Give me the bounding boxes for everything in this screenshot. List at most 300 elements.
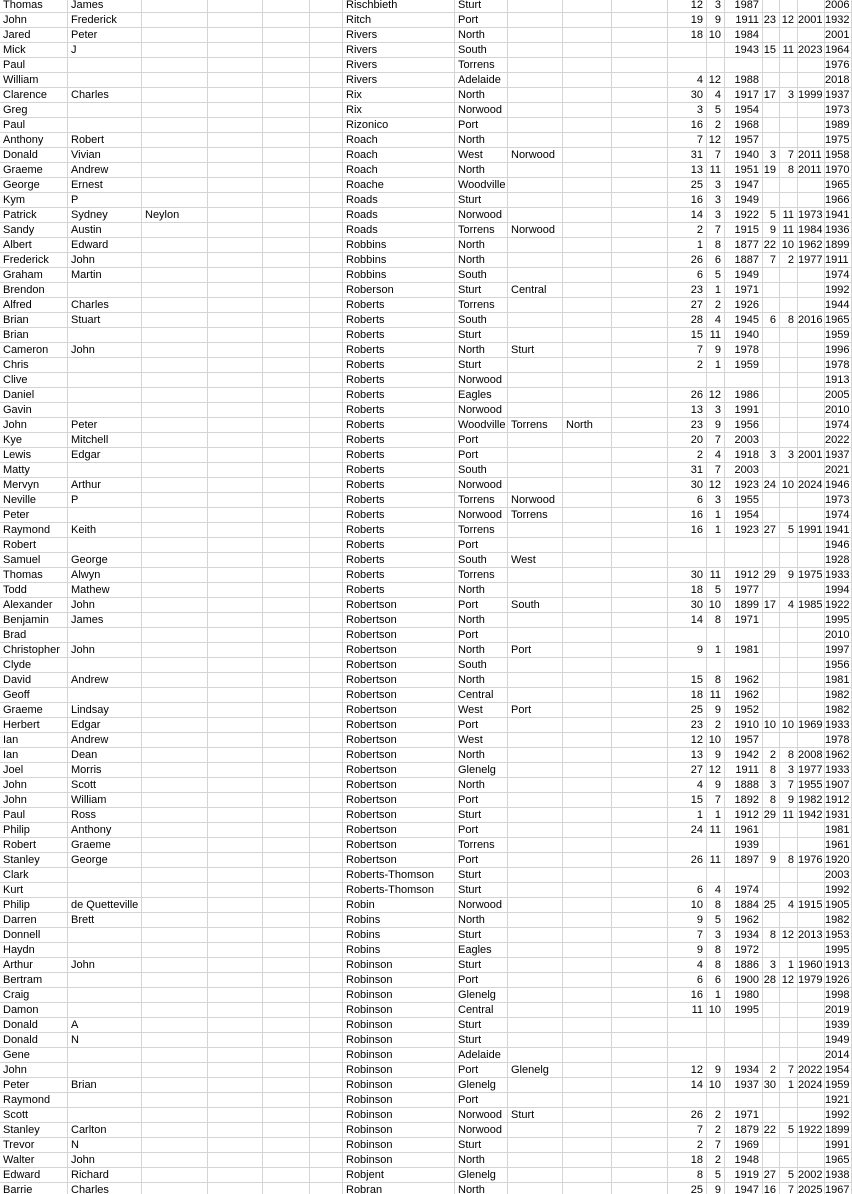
cell-date1-month[interactable]: 2 [707,1153,725,1168]
cell-surname[interactable]: Robinson [343,1108,455,1123]
cell-date2-day[interactable] [763,1108,780,1123]
cell-date2-year[interactable]: 2011 [798,148,825,163]
cell-club-3[interactable] [563,13,612,28]
cell-spacer-2[interactable] [263,523,310,538]
cell-date2-year[interactable]: 1922 [798,1123,825,1138]
cell-club-2[interactable] [508,1168,563,1183]
cell-club-2[interactable]: Norwood [508,493,563,508]
cell-surname[interactable]: Roberts [343,298,455,313]
cell-middle-name[interactable]: Frederick [68,13,142,28]
cell-date1-month[interactable] [707,868,725,883]
cell-spacer-1[interactable] [208,568,263,583]
cell-middle-name[interactable]: James [68,0,142,13]
cell-date1-year[interactable]: 1910 [725,718,763,733]
cell-third-name[interactable] [142,103,208,118]
cell-surname[interactable]: Roberts [343,313,455,328]
cell-final-year[interactable]: 1961 [825,838,852,853]
cell-club-1[interactable]: Port [455,118,508,133]
cell-first-name[interactable]: Kym [0,193,68,208]
cell-spacer-4[interactable] [612,268,668,283]
cell-date1-month[interactable]: 9 [707,1063,725,1078]
cell-first-name[interactable]: Kurt [0,883,68,898]
cell-club-3[interactable] [563,73,612,88]
cell-surname[interactable]: Robin [343,898,455,913]
cell-surname[interactable]: Robertson [343,793,455,808]
cell-third-name[interactable] [142,718,208,733]
cell-club-3[interactable] [563,1078,612,1093]
cell-middle-name[interactable] [68,538,142,553]
cell-date2-day[interactable] [763,733,780,748]
cell-spacer-2[interactable] [263,448,310,463]
cell-final-year[interactable]: 1959 [825,328,852,343]
cell-club-2[interactable] [508,313,563,328]
cell-final-year[interactable]: 2010 [825,403,852,418]
cell-first-name[interactable]: Herbert [0,718,68,733]
cell-spacer-4[interactable] [612,1078,668,1093]
cell-first-name[interactable]: Ian [0,733,68,748]
cell-club-2[interactable] [508,238,563,253]
cell-spacer-2[interactable] [263,658,310,673]
cell-spacer-1[interactable] [208,973,263,988]
cell-middle-name[interactable]: John [68,253,142,268]
cell-date1-month[interactable]: 12 [707,73,725,88]
cell-spacer-3[interactable] [310,1168,343,1183]
cell-club-2[interactable] [508,88,563,103]
cell-date2-day[interactable] [763,1003,780,1018]
cell-date2-day[interactable]: 22 [763,1123,780,1138]
cell-spacer-4[interactable] [612,343,668,358]
cell-surname[interactable]: Roberts [343,463,455,478]
cell-date1-month[interactable]: 5 [707,1168,725,1183]
cell-spacer-1[interactable] [208,703,263,718]
cell-spacer-2[interactable] [263,763,310,778]
cell-spacer-2[interactable] [263,133,310,148]
cell-surname[interactable]: Roberts [343,538,455,553]
cell-spacer-4[interactable] [612,613,668,628]
cell-date1-day[interactable]: 6 [668,268,707,283]
cell-club-3[interactable] [563,118,612,133]
cell-date1-day[interactable] [668,658,707,673]
cell-final-year[interactable]: 2010 [825,628,852,643]
cell-date1-year[interactable]: 1971 [725,1108,763,1123]
cell-date1-day[interactable] [668,1048,707,1063]
cell-club-3[interactable] [563,613,612,628]
cell-date2-month[interactable]: 9 [780,568,798,583]
cell-club-1[interactable]: North [455,613,508,628]
cell-date2-month[interactable]: 1 [780,1078,798,1093]
cell-spacer-3[interactable] [310,118,343,133]
cell-first-name[interactable]: Thomas [0,0,68,13]
cell-date2-day[interactable]: 3 [763,448,780,463]
cell-date2-year[interactable] [798,0,825,13]
cell-date1-month[interactable]: 7 [707,433,725,448]
cell-first-name[interactable]: Geoff [0,688,68,703]
cell-date2-month[interactable] [780,0,798,13]
cell-date2-day[interactable] [763,613,780,628]
cell-spacer-1[interactable] [208,958,263,973]
cell-first-name[interactable]: Peter [0,508,68,523]
cell-spacer-1[interactable] [208,1033,263,1048]
cell-spacer-1[interactable] [208,178,263,193]
cell-spacer-4[interactable] [612,478,668,493]
cell-middle-name[interactable]: Andrew [68,163,142,178]
cell-spacer-4[interactable] [612,898,668,913]
cell-date2-year[interactable]: 1955 [798,778,825,793]
cell-club-1[interactable]: Port [455,718,508,733]
cell-date1-month[interactable]: 3 [707,178,725,193]
cell-date1-year[interactable]: 1962 [725,673,763,688]
cell-date1-month[interactable]: 11 [707,853,725,868]
cell-final-year[interactable]: 1970 [825,163,852,178]
cell-date1-month[interactable]: 12 [707,388,725,403]
cell-date2-day[interactable]: 7 [763,253,780,268]
cell-date1-day[interactable] [668,628,707,643]
cell-date2-month[interactable] [780,868,798,883]
cell-club-1[interactable]: South [455,43,508,58]
cell-final-year[interactable]: 1905 [825,898,852,913]
cell-spacer-1[interactable] [208,1168,263,1183]
cell-club-3[interactable] [563,1063,612,1078]
cell-first-name[interactable]: Alfred [0,298,68,313]
cell-third-name[interactable] [142,13,208,28]
cell-club-2[interactable] [508,178,563,193]
cell-date1-month[interactable] [707,1048,725,1063]
cell-middle-name[interactable]: Charles [68,298,142,313]
cell-date2-day[interactable]: 3 [763,958,780,973]
cell-date2-month[interactable] [780,463,798,478]
cell-club-2[interactable] [508,448,563,463]
cell-spacer-4[interactable] [612,1138,668,1153]
cell-spacer-4[interactable] [612,223,668,238]
cell-spacer-1[interactable] [208,718,263,733]
cell-spacer-3[interactable] [310,688,343,703]
cell-spacer-4[interactable] [612,928,668,943]
cell-club-2[interactable] [508,733,563,748]
cell-date2-year[interactable] [798,118,825,133]
cell-spacer-3[interactable] [310,928,343,943]
cell-spacer-1[interactable] [208,58,263,73]
cell-date2-year[interactable] [798,628,825,643]
cell-spacer-3[interactable] [310,43,343,58]
cell-club-3[interactable] [563,928,612,943]
cell-club-2[interactable] [508,1153,563,1168]
cell-spacer-3[interactable] [310,523,343,538]
cell-third-name[interactable] [142,628,208,643]
cell-middle-name[interactable] [68,403,142,418]
cell-date2-day[interactable] [763,0,780,13]
cell-date2-day[interactable]: 19 [763,163,780,178]
cell-date2-month[interactable]: 8 [780,748,798,763]
cell-spacer-2[interactable] [263,1138,310,1153]
cell-first-name[interactable]: Greg [0,103,68,118]
cell-club-2[interactable] [508,1033,563,1048]
cell-surname[interactable]: Roberts [343,583,455,598]
cell-club-2[interactable] [508,298,563,313]
cell-date2-day[interactable] [763,403,780,418]
cell-third-name[interactable] [142,538,208,553]
cell-final-year[interactable]: 1964 [825,43,852,58]
cell-date1-day[interactable]: 18 [668,688,707,703]
cell-third-name[interactable] [142,193,208,208]
cell-third-name[interactable] [142,883,208,898]
cell-third-name[interactable] [142,1018,208,1033]
cell-date2-month[interactable] [780,613,798,628]
cell-date1-year[interactable]: 1968 [725,118,763,133]
cell-spacer-1[interactable] [208,193,263,208]
cell-date1-year[interactable]: 1926 [725,298,763,313]
cell-club-3[interactable] [563,508,612,523]
cell-date2-year[interactable]: 1984 [798,223,825,238]
cell-club-2[interactable] [508,118,563,133]
cell-spacer-3[interactable] [310,493,343,508]
cell-club-3[interactable] [563,808,612,823]
cell-spacer-2[interactable] [263,28,310,43]
cell-date2-year[interactable] [798,1048,825,1063]
cell-date2-month[interactable] [780,1153,798,1168]
cell-club-2[interactable] [508,988,563,1003]
cell-spacer-1[interactable] [208,508,263,523]
cell-date1-year[interactable]: 1918 [725,448,763,463]
cell-third-name[interactable] [142,283,208,298]
cell-final-year[interactable]: 1995 [825,613,852,628]
cell-club-3[interactable] [563,163,612,178]
cell-date2-day[interactable]: 22 [763,238,780,253]
cell-club-2[interactable]: Torrens [508,508,563,523]
cell-spacer-4[interactable] [612,658,668,673]
cell-spacer-2[interactable] [263,898,310,913]
cell-spacer-2[interactable] [263,913,310,928]
cell-date1-day[interactable]: 2 [668,358,707,373]
cell-date2-year[interactable]: 1975 [798,568,825,583]
cell-date1-month[interactable]: 1 [707,988,725,1003]
cell-spacer-2[interactable] [263,1003,310,1018]
cell-spacer-2[interactable] [263,628,310,643]
cell-spacer-4[interactable] [612,448,668,463]
cell-date2-year[interactable]: 1915 [798,898,825,913]
cell-club-1[interactable]: Port [455,13,508,28]
cell-date2-month[interactable]: 1 [780,958,798,973]
cell-date1-year[interactable] [725,373,763,388]
cell-date2-day[interactable]: 29 [763,568,780,583]
cell-club-1[interactable]: Woodville [455,178,508,193]
cell-spacer-2[interactable] [263,463,310,478]
cell-date1-month[interactable]: 6 [707,253,725,268]
cell-middle-name[interactable]: Charles [68,1183,142,1194]
cell-first-name[interactable]: Alexander [0,598,68,613]
cell-first-name[interactable]: David [0,673,68,688]
cell-club-2[interactable] [508,193,563,208]
cell-club-3[interactable] [563,313,612,328]
cell-first-name[interactable]: Brian [0,328,68,343]
cell-first-name[interactable]: Mervyn [0,478,68,493]
cell-date2-month[interactable] [780,823,798,838]
cell-surname[interactable]: Roads [343,223,455,238]
cell-club-1[interactable]: Glenelg [455,988,508,1003]
cell-date2-year[interactable] [798,688,825,703]
cell-club-1[interactable]: South [455,658,508,673]
cell-club-2[interactable] [508,838,563,853]
cell-spacer-1[interactable] [208,163,263,178]
cell-date1-year[interactable]: 1922 [725,208,763,223]
cell-club-2[interactable] [508,268,563,283]
cell-date2-year[interactable] [798,73,825,88]
cell-date2-day[interactable] [763,703,780,718]
cell-date2-year[interactable] [798,178,825,193]
cell-date1-day[interactable]: 7 [668,1123,707,1138]
cell-club-1[interactable]: Torrens [455,58,508,73]
cell-date2-day[interactable] [763,103,780,118]
cell-date1-year[interactable]: 1937 [725,1078,763,1093]
cell-first-name[interactable]: Patrick [0,208,68,223]
cell-spacer-3[interactable] [310,538,343,553]
cell-club-2[interactable] [508,1078,563,1093]
cell-first-name[interactable]: Sandy [0,223,68,238]
cell-date1-year[interactable] [725,868,763,883]
cell-date2-year[interactable] [798,823,825,838]
cell-final-year[interactable]: 1962 [825,748,852,763]
cell-date2-day[interactable]: 17 [763,598,780,613]
cell-spacer-4[interactable] [612,823,668,838]
cell-club-1[interactable]: North [455,673,508,688]
cell-spacer-4[interactable] [612,1003,668,1018]
cell-final-year[interactable]: 1933 [825,718,852,733]
cell-third-name[interactable] [142,658,208,673]
cell-spacer-1[interactable] [208,223,263,238]
cell-date2-month[interactable] [780,73,798,88]
cell-first-name[interactable]: Stanley [0,1123,68,1138]
cell-date2-month[interactable] [780,358,798,373]
cell-final-year[interactable]: 1982 [825,913,852,928]
cell-date2-month[interactable]: 12 [780,928,798,943]
cell-middle-name[interactable] [68,943,142,958]
cell-spacer-2[interactable] [263,838,310,853]
cell-spacer-1[interactable] [208,418,263,433]
cell-first-name[interactable]: John [0,793,68,808]
cell-spacer-1[interactable] [208,403,263,418]
cell-spacer-1[interactable] [208,118,263,133]
cell-spacer-1[interactable] [208,133,263,148]
cell-club-3[interactable] [563,1108,612,1123]
cell-spacer-3[interactable] [310,103,343,118]
cell-final-year[interactable]: 2014 [825,1048,852,1063]
cell-surname[interactable]: Roberts [343,403,455,418]
cell-spacer-3[interactable] [310,433,343,448]
cell-date2-day[interactable]: 27 [763,1168,780,1183]
cell-club-1[interactable]: Norwood [455,1123,508,1138]
cell-club-1[interactable]: West [455,703,508,718]
cell-date1-day[interactable]: 27 [668,298,707,313]
cell-middle-name[interactable]: de Quetteville [68,898,142,913]
cell-spacer-2[interactable] [263,1168,310,1183]
cell-date2-month[interactable]: 8 [780,313,798,328]
cell-date2-year[interactable] [798,613,825,628]
cell-date2-month[interactable]: 5 [780,1123,798,1138]
cell-date1-day[interactable]: 28 [668,313,707,328]
cell-date2-year[interactable] [798,1033,825,1048]
cell-date2-month[interactable] [780,133,798,148]
cell-club-1[interactable]: Sturt [455,868,508,883]
cell-surname[interactable]: Robinson [343,1033,455,1048]
cell-date2-month[interactable] [780,493,798,508]
cell-third-name[interactable] [142,928,208,943]
cell-club-1[interactable]: Sturt [455,193,508,208]
cell-spacer-2[interactable] [263,928,310,943]
cell-date1-day[interactable]: 18 [668,1153,707,1168]
cell-spacer-3[interactable] [310,703,343,718]
cell-club-3[interactable] [563,553,612,568]
cell-date2-month[interactable]: 10 [780,238,798,253]
cell-final-year[interactable]: 1965 [825,1153,852,1168]
cell-date1-month[interactable]: 11 [707,163,725,178]
cell-date1-year[interactable]: 1978 [725,343,763,358]
cell-spacer-4[interactable] [612,0,668,13]
cell-date1-year[interactable]: 1879 [725,1123,763,1138]
cell-spacer-4[interactable] [612,523,668,538]
cell-club-1[interactable]: Port [455,598,508,613]
cell-spacer-4[interactable] [612,1108,668,1123]
cell-third-name[interactable] [142,523,208,538]
cell-surname[interactable]: Roberts [343,553,455,568]
cell-third-name[interactable] [142,73,208,88]
cell-date2-year[interactable]: 1991 [798,523,825,538]
cell-date2-day[interactable] [763,343,780,358]
cell-spacer-4[interactable] [612,1063,668,1078]
cell-third-name[interactable] [142,238,208,253]
cell-date1-day[interactable] [668,58,707,73]
cell-club-2[interactable] [508,1138,563,1153]
cell-spacer-4[interactable] [612,643,668,658]
cell-spacer-3[interactable] [310,643,343,658]
cell-spacer-2[interactable] [263,1153,310,1168]
cell-third-name[interactable] [142,598,208,613]
cell-spacer-4[interactable] [612,1018,668,1033]
cell-first-name[interactable]: Stanley [0,853,68,868]
cell-club-1[interactable]: Sturt [455,1033,508,1048]
cell-date2-month[interactable] [780,403,798,418]
cell-spacer-1[interactable] [208,763,263,778]
cell-date1-year[interactable] [725,1018,763,1033]
cell-first-name[interactable]: Albert [0,238,68,253]
cell-club-2[interactable] [508,0,563,13]
cell-club-2[interactable]: Port [508,643,563,658]
cell-club-1[interactable]: Sturt [455,883,508,898]
cell-date2-year[interactable] [798,298,825,313]
cell-spacer-4[interactable] [612,313,668,328]
cell-third-name[interactable] [142,118,208,133]
cell-spacer-2[interactable] [263,328,310,343]
cell-club-2[interactable] [508,658,563,673]
cell-date2-day[interactable] [763,583,780,598]
cell-date1-year[interactable]: 1971 [725,283,763,298]
cell-spacer-4[interactable] [612,118,668,133]
cell-spacer-1[interactable] [208,793,263,808]
cell-spacer-2[interactable] [263,283,310,298]
cell-date1-year[interactable]: 1954 [725,103,763,118]
cell-club-1[interactable]: Sturt [455,928,508,943]
cell-middle-name[interactable]: Morris [68,763,142,778]
cell-date2-day[interactable]: 8 [763,793,780,808]
cell-final-year[interactable]: 1938 [825,1168,852,1183]
cell-club-1[interactable]: North [455,343,508,358]
cell-spacer-3[interactable] [310,1003,343,1018]
cell-spacer-2[interactable] [263,13,310,28]
cell-surname[interactable]: Robinson [343,1153,455,1168]
cell-club-1[interactable]: Central [455,1003,508,1018]
cell-spacer-4[interactable] [612,133,668,148]
cell-date1-month[interactable]: 1 [707,508,725,523]
cell-first-name[interactable]: Darren [0,913,68,928]
cell-third-name[interactable] [142,1153,208,1168]
